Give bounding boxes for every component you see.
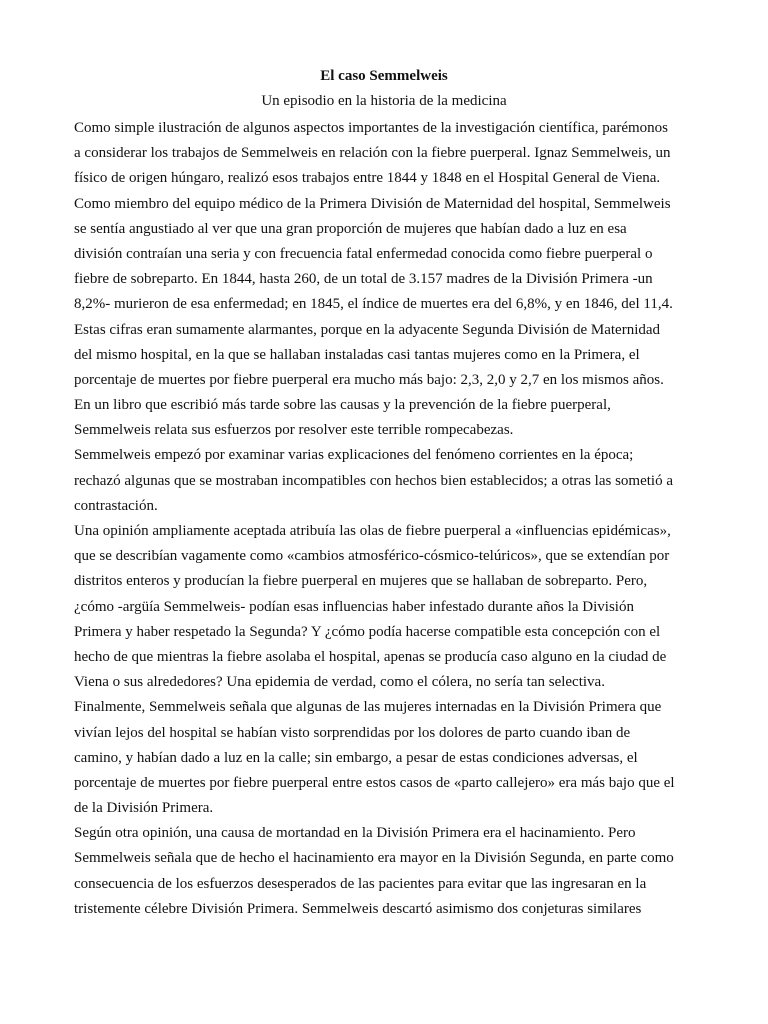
text-line: porcentaje de muertes por fiebre puerperal era mucho más bajo: 2,3, 2,0 y 2,7 en los mismos años. [74, 371, 664, 388]
document-subtitle: Un episodio en la historia de la medicina [261, 93, 507, 109]
text-line: físico de origen húngaro, realizó esos trabajos entre 1844 y 1848 en el Hospital General de Viena. [74, 170, 661, 187]
text-line: a considerar los trabajos de Semmelweis en relación con la fiebre puerperal. Ignaz Semmelweis, un [74, 145, 671, 162]
text-line: de la División Primera. [74, 800, 214, 817]
text-line: se sentía angustiado al ver que una gran proporción de mujeres que habían dado a luz en esa [74, 220, 627, 237]
text-line: contrastación. [74, 497, 158, 514]
text-line: 8,2%- murieron de esa enfermedad; en 1845, el índice de muertes era del 6,8%, y en 1846, del 11,4. [74, 296, 673, 313]
text-line: ¿cómo -argüía Semmelweis- podían esas influencias haber infestado durante años la División [74, 598, 634, 615]
text-line: Finalmente, Semmelweis señala que algunas de las mujeres internadas en la División Primera que [74, 699, 662, 716]
text-line: Como simple ilustración de algunos aspectos importantes de la investigación científica, parémonos [74, 120, 669, 136]
text-line: rechazó algunas que se mostraban incompatibles con hechos bien establecidos; a otras las sometió a [74, 472, 673, 489]
text-line: división contraían una seria y con frecuencia fatal enfermedad conocida como fiebre puerperal o [74, 245, 653, 262]
text-line: camino, y habían dado a luz en la calle; sin embargo, a pesar de estas condiciones adversas, el [74, 749, 638, 766]
text-line: Semmelweis señala que de hecho el hacinamiento era mayor en la División Segunda, en parte como [74, 850, 674, 867]
text-line: Estas cifras eran sumamente alarmantes, porque en la adyacente Segunda División de Maternidad [74, 321, 661, 338]
text-line: del mismo hospital, en la que se hallaban instaladas casi tantas mujeres como en la Primera, el [74, 346, 640, 363]
text-line: Viena o sus alrededores? Una epidemia de verdad, como el cólera, no sería tan selectiva. [74, 674, 605, 691]
text-line: hecho de que mientras la fiebre asolaba el hospital, apenas se producía caso alguno en la ciudad de [74, 648, 667, 665]
text-line: Semmelweis relata sus esfuerzos por resolver este terrible rompecabezas. [74, 422, 514, 439]
text-line: Primera y haber respetado la Segunda? Y ¿cómo podía hacerse compatible esta concepción con el [74, 623, 661, 640]
text-line: fiebre de sobreparto. En 1844, hasta 260, de un total de 3.157 madres de la División Primera -un [74, 271, 653, 288]
text-line: porcentaje de muertes por fiebre puerperal entre estos casos de «parto callejero» era más bajo que el [74, 774, 675, 791]
text-line: distritos enteros y producían la fiebre puerperal en mujeres que se hallaban de sobreparto. Pero, [74, 573, 648, 590]
document-body [74, 116, 694, 922]
text-line: Semmelweis empezó por examinar varias explicaciones del fenómeno corrientes en la época; [74, 447, 634, 464]
text-line: En un libro que escribió más tarde sobre las causas y la prevención de la fiebre puerperal, [74, 397, 611, 414]
text-line: Según otra opinión, una causa de mortandad en la División Primera era el hacinamiento. Pero [74, 825, 636, 842]
document-title: El caso Semmelweis [320, 68, 448, 84]
text-line: Una opinión ampliamente aceptada atribuía las olas de fiebre puerperal a «influencias epidémicas», [74, 523, 671, 539]
text-line: Como miembro del equipo médico de la Primera División de Maternidad del hospital, Semmelweis [74, 195, 671, 212]
text-line: tristemente célebre División Primera. Semmelweis descartó asimismo dos conjeturas similares [74, 900, 642, 917]
text-line: vivían lejos del hospital se habían visto sorprendidas por los dolores de parto cuando iban de [74, 724, 631, 741]
text-line: consecuencia de los esfuerzos desesperados de las pacientes para evitar que las ingresaran en la [74, 875, 647, 892]
text-line: que se describían vagamente como «cambios atmosférico-cósmico-telúricos», que se extendían por [74, 548, 670, 565]
